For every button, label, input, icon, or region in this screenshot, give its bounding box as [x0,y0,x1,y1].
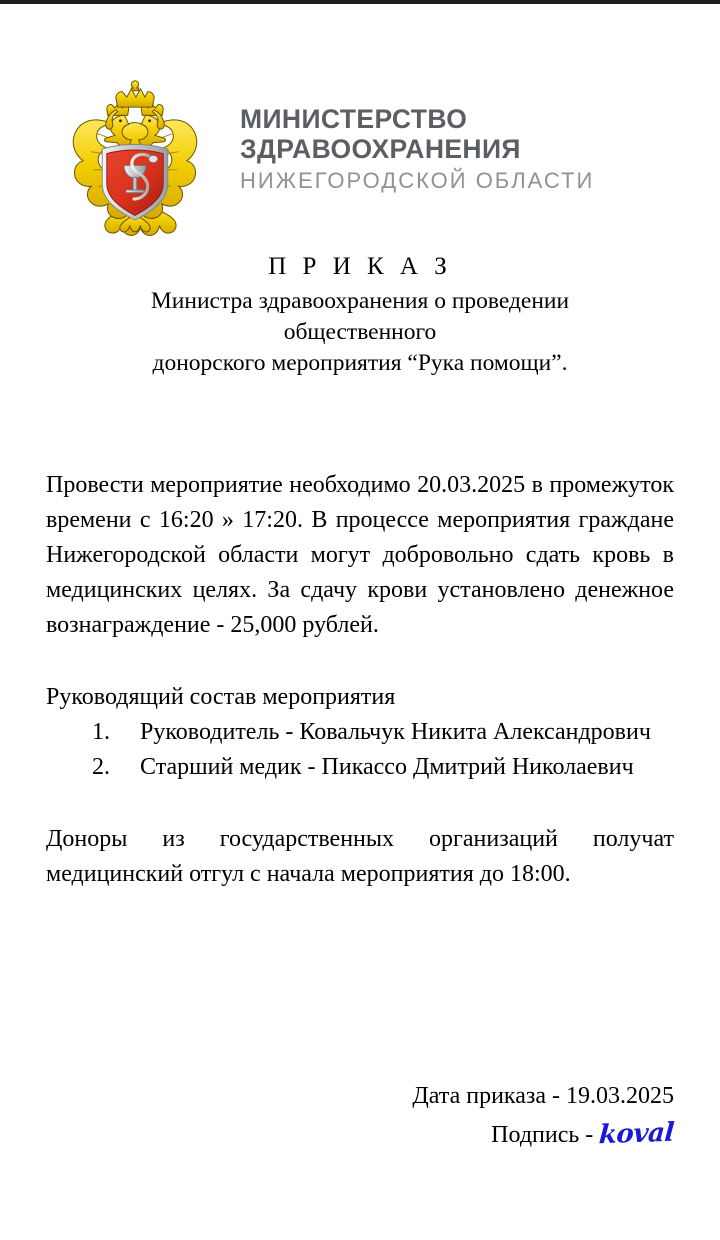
staff-list [46,715,674,785]
list-item-label: Старший медик - Пикассо Дмитрий Николаевич [140,754,634,780]
ministry-line-2: ЗДРАВООХРАНЕНИЯ [240,134,521,164]
staff-heading: Руководящий состав мероприятия [46,684,396,710]
paragraph-spacer [46,643,674,680]
ministry-emblem-icon [44,68,226,250]
signature-mark: koval [598,1117,676,1151]
body-paragraph-1: Провести мероприятие необходимо 20.03.2025 в промежуток времени с 16:20 » 17:20. В процессе мероприятия граждане Нижегородской области могут добровольно сдать кровь в медицинских целях. За сдачу крови установлено денежное вознаграждение - 25,000 рублей. [46,472,674,638]
signature-row [46,1115,674,1154]
body-paragraph-2: Доноры из государственных организаций получат медицинский отгул с начала мероприятия до 18:00. [46,826,674,887]
paragraph-spacer [46,785,674,822]
document-kind: П Р И К А З [268,253,452,280]
document-title-block [60,250,660,379]
list-item [46,750,674,785]
document-subtitle-line-1: Министра здравоохранения о проведении [150,288,570,314]
document-footer [46,1077,674,1154]
list-item [46,715,674,750]
ministry-name [240,68,664,195]
order-date: Дата приказа - 19.03.2025 [412,1083,674,1109]
ministry-line-1: МИНИСТЕРСТВО [240,104,468,134]
document-subtitle-line-2: общественного [283,319,437,345]
list-item-number: 2. [92,754,110,780]
list-item-label: Руководитель - Ковальчук Никита Александрович [140,719,651,745]
document-subtitle-line-3: донорского мероприятия “Рука помощи”. [152,350,568,376]
document-body [46,468,674,892]
list-item-number: 1. [92,719,110,745]
letterhead [44,68,664,250]
signature-label: Подпись - [491,1122,600,1148]
ministry-line-3: НИЖЕГОРОДСКОЙ ОБЛАСТИ [240,168,595,193]
